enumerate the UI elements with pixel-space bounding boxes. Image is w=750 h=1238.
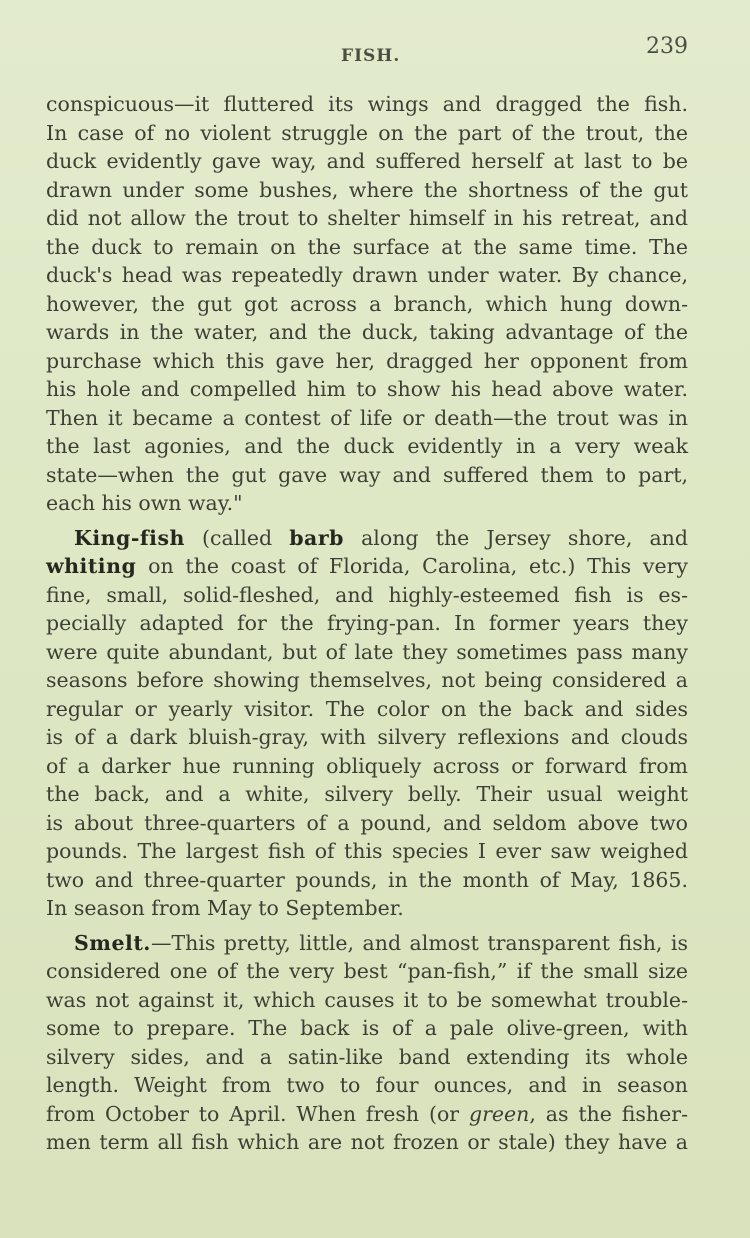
text-line: the back, and a white, silvery belly. Their usual weight [46,782,688,806]
text-line: duck's head was repeatedly drawn under water. By chance, [46,263,688,287]
text-line [46,929,688,958]
text-line: length. Weight from two to four ounces, and in season [46,1073,688,1097]
text-line: regular or yearly visitor. The color on the back and sides [46,696,688,721]
text-span: , as the fisher- [529,1101,688,1126]
text-line: two and three-quarter pounds, in the month of May, 1865. [46,867,688,892]
text-line: did not allow the trout to shelter himself in his retreat, and [46,206,688,230]
text-line: pounds. The largest fish of this species I ever saw weighed [46,839,688,863]
text-line: fine, small, solid-fleshed, and highly-esteemed fish is es- [46,582,688,607]
text-line: the last agonies, and the duck evidently in a very weak [46,434,688,458]
text-line: In case of no violent struggle on the part of the trout, the [46,120,688,145]
text-span: along the Jersey shore, and [343,525,688,550]
text-line: the duck to remain on the surface at the same time. The [46,234,688,259]
paragraph-smelt [46,929,688,1157]
text-line: wards in the water, and the duck, taking advantage of the [46,320,688,344]
text-line: considered one of the very best “pan-fish,” if the small size [46,959,688,983]
text-line: duck evidently gave way, and suffered herself at last to be [46,149,688,173]
text-line: pecially adapted for the frying-pan. In former years they [46,611,688,635]
text-line [46,524,688,553]
page-header [0,34,750,68]
running-head: FISH. [341,46,401,66]
term-smelt: Smelt. [74,930,151,955]
text-span: from October to April. When fresh (or [46,1101,469,1126]
text-line: men term all fish which are not frozen or stale) they have a [46,1130,688,1154]
paragraph-duck-trout [46,90,688,518]
text-line: is of a dark bluish-gray, with silvery reflexions and clouds [46,725,688,749]
italic-green: green [468,1101,530,1126]
text-line: state—when the gut gave way and suffered them to part, [46,462,688,487]
term-whiting: whiting [46,554,137,578]
text-line: of a darker hue running obliquely across or forward from [46,753,688,778]
text-line: is about three-quarters of a pound, and seldom above two [46,810,688,835]
text-line: silvery sides, and a satin-like band extending its whole [46,1044,688,1069]
term-barb: barb [289,525,344,550]
page-body [46,90,688,1157]
text-line: were quite abundant, but of late they sometimes pass many [46,639,688,664]
page-number: 239 [646,34,688,59]
text-line: In season from May to September. [46,896,404,920]
text-line: was not against it, which causes it to be somewhat trouble- [46,987,688,1012]
text-span: —This pretty, little, and almost transparent fish, is [150,930,688,955]
text-line: seasons before showing themselves, not being considered a [46,668,688,692]
text-line: drawn under some bushes, where the shortness of the gut [46,177,688,202]
text-line [46,552,688,581]
text-line: each his own way." [46,491,243,515]
paragraph-king-fish [46,524,688,923]
text-line: his hole and compelled him to show his head above water. [46,377,688,401]
term-king-fish: King-fish [74,525,185,550]
text-line: Then it became a contest of life or death—the trout was in [46,405,688,430]
text-span: (called [184,525,290,550]
text-line: purchase which this gave her, dragged her opponent from [46,348,688,373]
text-line: however, the gut got across a branch, which hung down- [46,291,688,316]
text-span: on the coast of Florida, Carolina, etc.) This very [136,554,688,578]
text-line: conspicuous—it fluttered its wings and dragged the fish. [46,92,688,116]
text-line: some to prepare. The back is of a pale olive-green, with [46,1016,688,1040]
text-line [46,1100,688,1129]
